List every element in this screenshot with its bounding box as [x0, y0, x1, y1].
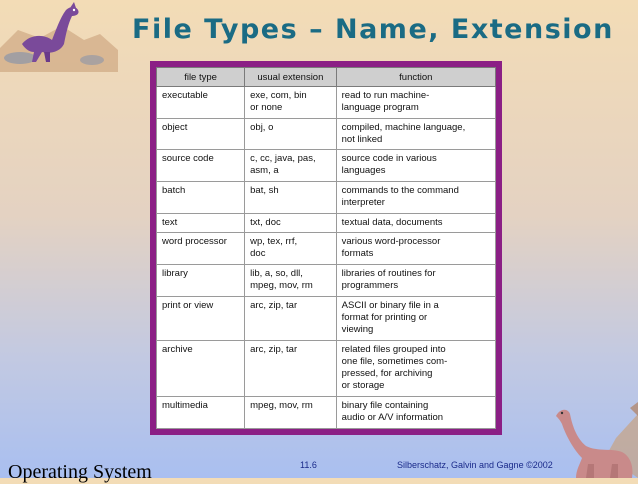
cell-extension: arc, zip, tar [245, 340, 337, 396]
cell-function: source code in various languages [336, 150, 495, 182]
cell-function: commands to the command interpreter [336, 182, 495, 214]
dinosaur-long-neck-icon [546, 386, 638, 478]
cell-file-type: executable [157, 87, 245, 119]
table-row [157, 150, 496, 182]
cell-function: ASCII or binary file in a format for printing or viewing [336, 296, 495, 340]
cell-extension: lib, a, so, dll, mpeg, mov, rm [245, 265, 337, 297]
cell-file-type: object [157, 118, 245, 150]
table-row [157, 397, 496, 429]
table-row [157, 213, 496, 232]
cell-function: binary file containing audio or A/V information [336, 397, 495, 429]
cell-extension: arc, zip, tar [245, 296, 337, 340]
table-row [157, 340, 496, 396]
footer-course-title: Operating System [8, 461, 152, 483]
cell-extension: exe, com, bin or none [245, 87, 337, 119]
cell-extension: obj, o [245, 118, 337, 150]
cell-function: read to run machine- language program [336, 87, 495, 119]
slide-title: File Types – Name, Extension [132, 14, 614, 45]
cell-file-type: text [157, 213, 245, 232]
cell-file-type: word processor [157, 233, 245, 265]
footer-credit: Silberschatz, Galvin and Gagne ©2002 [397, 460, 553, 470]
cell-extension: bat, sh [245, 182, 337, 214]
cell-file-type: print or view [157, 296, 245, 340]
cell-function: related files grouped into one file, sometimes com- pressed, for archiving or storage [336, 340, 495, 396]
page-number: 11.6 [300, 460, 317, 470]
cell-file-type: source code [157, 150, 245, 182]
cell-file-type: archive [157, 340, 245, 396]
cell-function: various word-processor formats [336, 233, 495, 265]
cell-function: textual data, documents [336, 213, 495, 232]
table-frame [150, 61, 502, 435]
table-row [157, 87, 496, 119]
cell-extension: wp, tex, rrf, doc [245, 233, 337, 265]
table-row [157, 118, 496, 150]
cell-function: libraries of routines for programmers [336, 265, 495, 297]
table-header-row [157, 68, 496, 87]
table-row [157, 265, 496, 297]
cell-extension: c, cc, java, pas, asm, a [245, 150, 337, 182]
header-file-type: file type [157, 68, 245, 87]
file-types-table [156, 67, 496, 429]
header-usual-extension: usual extension [245, 68, 337, 87]
dinosaur-walking-icon [0, 0, 118, 72]
cell-file-type: multimedia [157, 397, 245, 429]
cell-file-type: batch [157, 182, 245, 214]
cell-function: compiled, machine language, not linked [336, 118, 495, 150]
cell-extension: txt, doc [245, 213, 337, 232]
table-row [157, 296, 496, 340]
table-row [157, 182, 496, 214]
table-row [157, 233, 496, 265]
header-function: function [336, 68, 495, 87]
cell-extension: mpeg, mov, rm [245, 397, 337, 429]
cell-file-type: library [157, 265, 245, 297]
